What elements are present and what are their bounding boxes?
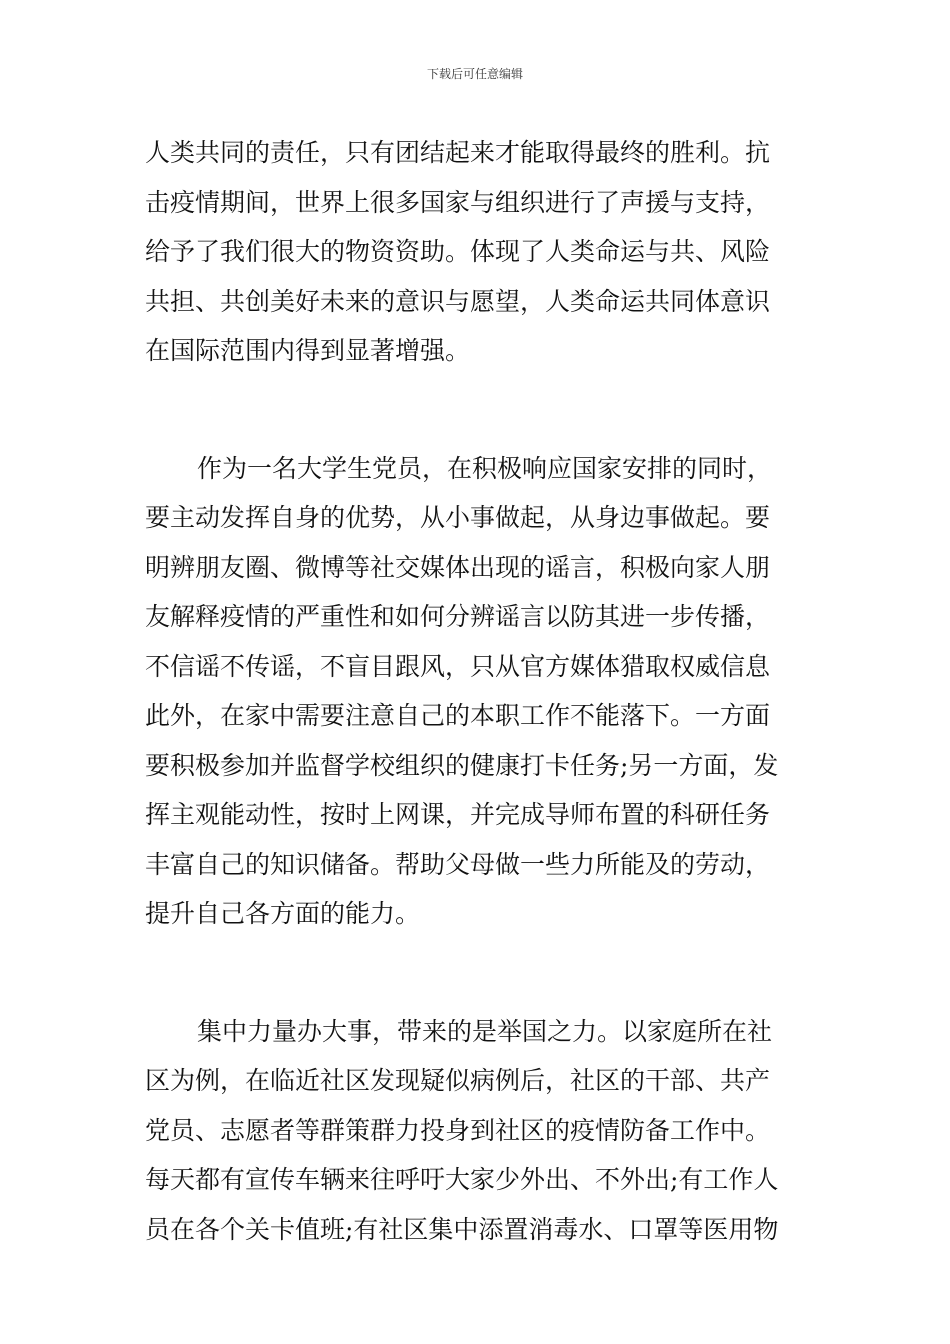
paragraph-spacer bbox=[145, 376, 810, 444]
text-line: 明辨朋友圈、微博等社交媒体出现的谣言，积极向家人朋 bbox=[145, 552, 771, 582]
document-body bbox=[145, 128, 810, 1254]
text-line: 员在各个关卡值班;有社区集中添置消毒水、口罩等医用物 bbox=[145, 1214, 779, 1244]
text-line: 人类共同的责任，只有团结起来才能取得最终的胜利。抗 bbox=[145, 138, 771, 167]
text-line: 丰富自己的知识储备。帮助父母做一些力所能及的劳动， bbox=[145, 849, 771, 879]
text-line: 共担、共创美好未来的意识与愿望，人类命运共同体意识 bbox=[145, 286, 771, 316]
text-line: 友解释疫情的严重性和如何分辨谣言以防其进一步传播， bbox=[145, 602, 771, 631]
text-line: 提升自己各方面的能力。 bbox=[145, 899, 421, 928]
text-line: 区为例，在临近社区发现疑似病例后，社区的干部、共产 bbox=[145, 1066, 771, 1095]
text-line: 要主动发挥自身的优势，从小事做起，从身边事做起。要 bbox=[145, 503, 771, 532]
text-line: 作为一名大学生党员，在积极响应国家安排的同时， bbox=[197, 453, 773, 483]
text-line: 集中力量办大事，带来的是举国之力。以家庭所在社 bbox=[197, 1016, 773, 1046]
page-header: 下载后可任意编辑 bbox=[426, 67, 523, 81]
text-line: 给予了我们很大的物资资助。体现了人类命运与共、风险 bbox=[145, 237, 771, 266]
text-line: 挥主观能动性，按时上网课，并完成导师布置的科研任务 bbox=[145, 800, 771, 829]
text-line: 党员、志愿者等群策群力投身到社区的疫情防备工作中。 bbox=[145, 1115, 771, 1145]
text-line: 不信谣不传谣，不盲目跟风，只从官方媒体猎取权威信息 bbox=[145, 651, 771, 681]
paragraph bbox=[145, 1007, 810, 1255]
paragraph-spacer bbox=[145, 939, 810, 1007]
text-line: 每天都有宣传车辆来往呼吁大家少外出、不外出;有工作人 bbox=[145, 1165, 779, 1194]
text-line: 要积极参加并监督学校组织的健康打卡任务;另一方面，发 bbox=[145, 750, 779, 780]
paragraph bbox=[145, 444, 810, 939]
text-line: 在国际范围内得到显著增强。 bbox=[145, 336, 471, 365]
text-line: 击疫情期间，世界上很多国家与组织进行了声援与支持， bbox=[145, 187, 771, 217]
paragraph bbox=[145, 128, 810, 376]
text-line: 此外，在家中需要注意自己的本职工作不能落下。一方面 bbox=[145, 701, 771, 730]
